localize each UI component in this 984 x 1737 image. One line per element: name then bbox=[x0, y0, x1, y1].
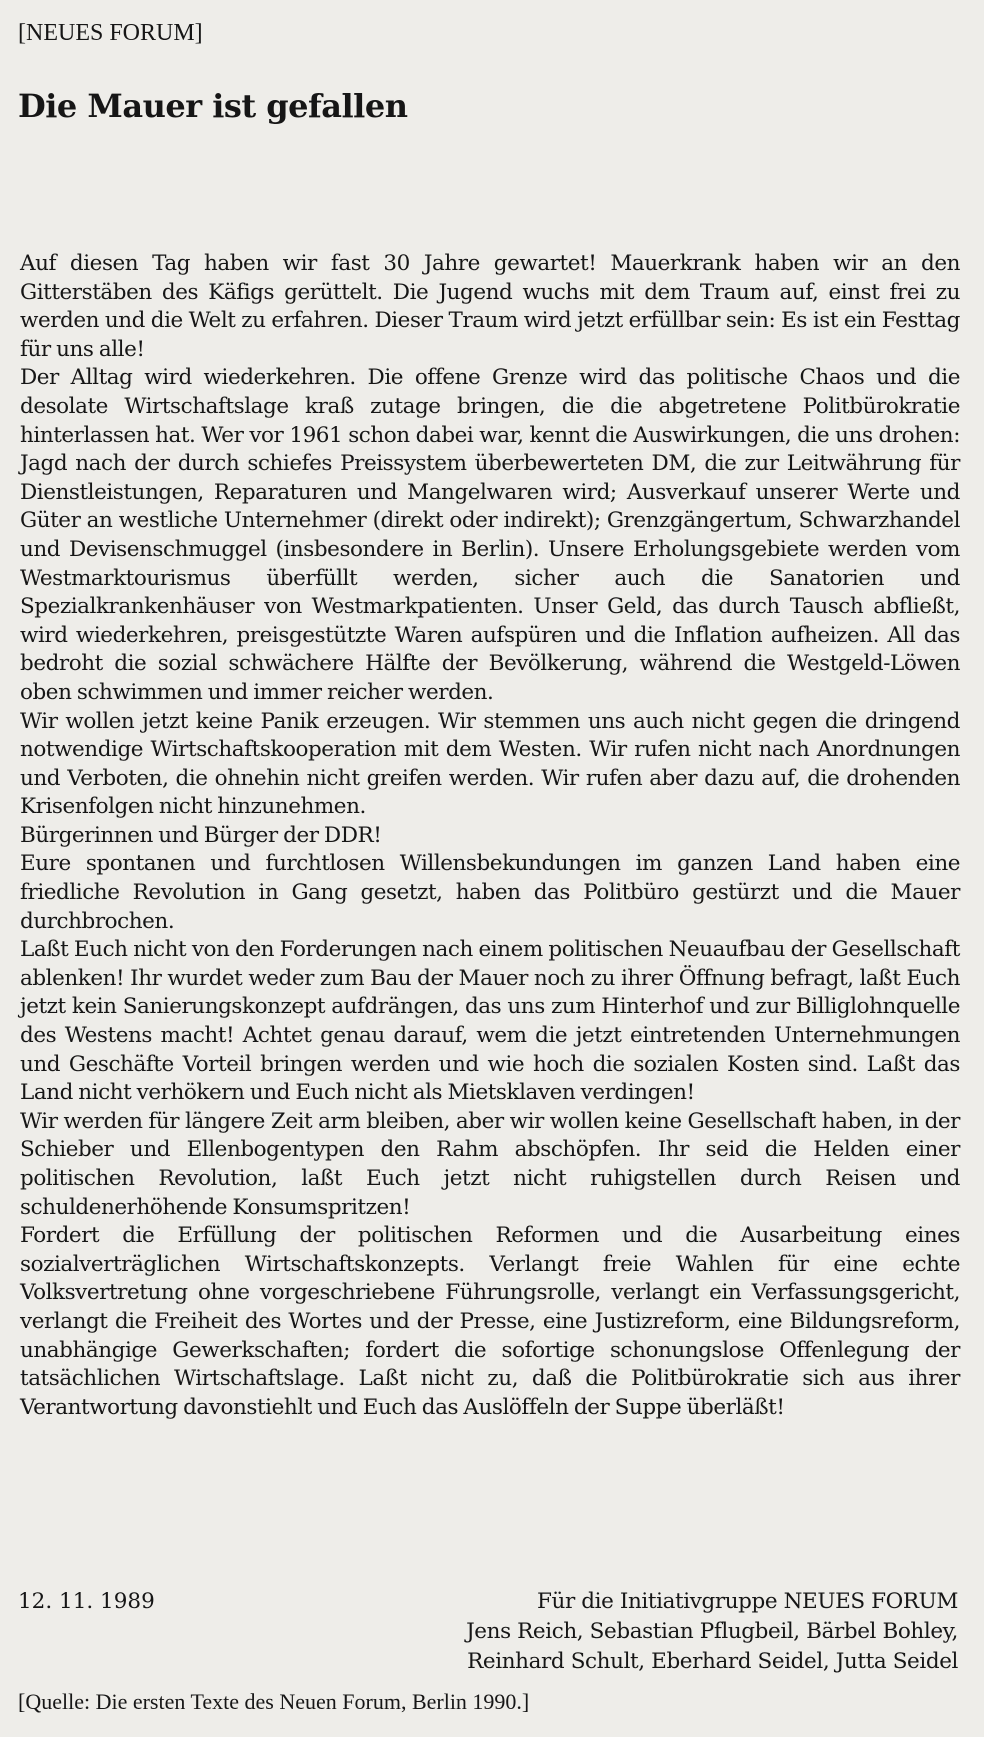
paragraph: Fordert die Erfüllung der politischen Reformen und die Ausarbeitung eines sozialverträglichen Wirtschaftskonzepts. Verlangt freie Wahlen für eine echte Volksvertretung ohne vorgeschriebene Führungsrolle, verlangt ein Verfassungsgericht, verlangt die Freiheit des Wortes und der Presse, eine Justizreform, eine Bildungsreform, unabhängige Gewerkschaften; fordert die sofortige schonungslose Offenlegung der tatsächlichen Wirtschaftslage. Laßt nicht zu, daß die Politbürokratie sich aus ihrer Verantwortung davonstiehlt und Euch das Auslöffeln der Suppe überläßt! bbox=[20, 1223, 960, 1420]
signature-line: Jens Reich, Sebastian Pflugbeil, Bärbel Bohley, bbox=[466, 1619, 958, 1644]
page-title: Die Mauer ist gefallen bbox=[18, 87, 408, 125]
signature-block bbox=[466, 1587, 958, 1677]
signature-line: Für die Initiativgruppe NEUES FORUM bbox=[536, 1589, 958, 1614]
signature-line: Reinhard Schult, Eberhard Seidel, Jutta Seidel bbox=[467, 1649, 958, 1674]
paragraph: Wir wollen jetzt keine Panik erzeugen. Wir stemmen uns auch nicht gegen die dringend notwendige Wirtschaftskooperation mit dem Westen. Wir rufen nicht nach Anordnungen und Verboten, die ohnehin nicht greifen werden. Wir rufen aber dazu auf, die drohenden Krisenfolgen nicht hinzunehmen. bbox=[20, 708, 960, 820]
paragraph: Bürgerinnen und Bürger der DDR! bbox=[20, 822, 382, 848]
paragraph: Eure spontanen und furchtlosen Willensbekundungen im ganzen Land haben eine friedliche Revolution in Gang gesetzt, haben das Politbüro gestürzt und die Mauer durchbrochen. bbox=[20, 851, 960, 934]
document-date: 12. 11. 1989 bbox=[18, 1589, 155, 1614]
paragraph: Der Alltag wird wiederkehren. Die offene Grenze wird das politische Chaos und die desolate Wirtschaftslage kraß zutage bringen, die die abgetretene Politbürokratie hinterlassen hat. Wer vor 1961 schon dabei war, kennt die Auswirkungen, die uns drohen: Jagd nach der durch schiefes Preissystem überbewerteten DM, die zur Leitwährung für Dienstleistungen, Reparaturen und Mangelwaren wird; Ausverkauf unserer Werte und Güter an westliche Unternehmer (direkt oder indirekt); Grenzgängertum, Schwarzhandel und Devisenschmuggel (insbesondere in Berlin). Unsere Erholungsgebiete werden vom Westmarktourismus überfüllt werden, sicher auch die Sanatorien und Spezialkrankenhäuser von Westmarkpatienten. Unser Geld, das durch Tausch abfließt, wird wiederkehren, preisgestützte Waren aufspüren und die Inflation aufheizen. All das bedroht die sozial schwächere Hälfte der Bevölkerung, während die Westgeld-Löwen oben schwimmen und immer reicher werden. bbox=[20, 365, 960, 705]
paragraph: Wir werden für längere Zeit arm bleiben, aber wir wollen keine Gesellschaft haben, in der Schieber und Ellenbogentypen den Rahm abschöpfen. Ihr seid die Helden einer politischen Revolution, laßt Euch jetzt nicht ruhigstellen durch Reisen und schuldenerhöhende Konsumspritzen! bbox=[20, 1108, 960, 1220]
paragraph: Laßt Euch nicht von den Forderungen nach einem politischen Neuaufbau der Gesellschaft ablenken! Ihr wurdet weder zum Bau der Mauer noch zu ihrer Öffnung befragt, laßt Euch jetzt kein Sanierungskonzept aufdrängen, das uns zum Hinterhof und zur Billiglohnquelle des Westens macht! Achtet genau darauf, wem die jetzt eintretenden Unternehmungen und Geschäfte Vorteil bringen werden und wie hoch die sozialen Kosten sind. Laßt das Land nicht verhökern und Euch nicht als Mietsklaven verdingen! bbox=[20, 937, 960, 1106]
source-citation: [Quelle: Die ersten Texte des Neuen Forum, Berlin 1990.] bbox=[18, 1689, 530, 1714]
article-body bbox=[20, 250, 960, 1422]
paragraph: Auf diesen Tag haben wir fast 30 Jahre gewartet! Mauerkrank haben wir an den Gitterstäben des Käfigs gerüttelt. Die Jugend wuchs mit dem Traum auf, einst frei zu werden und die Welt zu erfahren. Dieser Traum wird jetzt erfüllbar sein: Es ist ein Festtag für uns alle! bbox=[20, 251, 960, 362]
organization-label: [NEUES FORUM] bbox=[18, 20, 203, 46]
